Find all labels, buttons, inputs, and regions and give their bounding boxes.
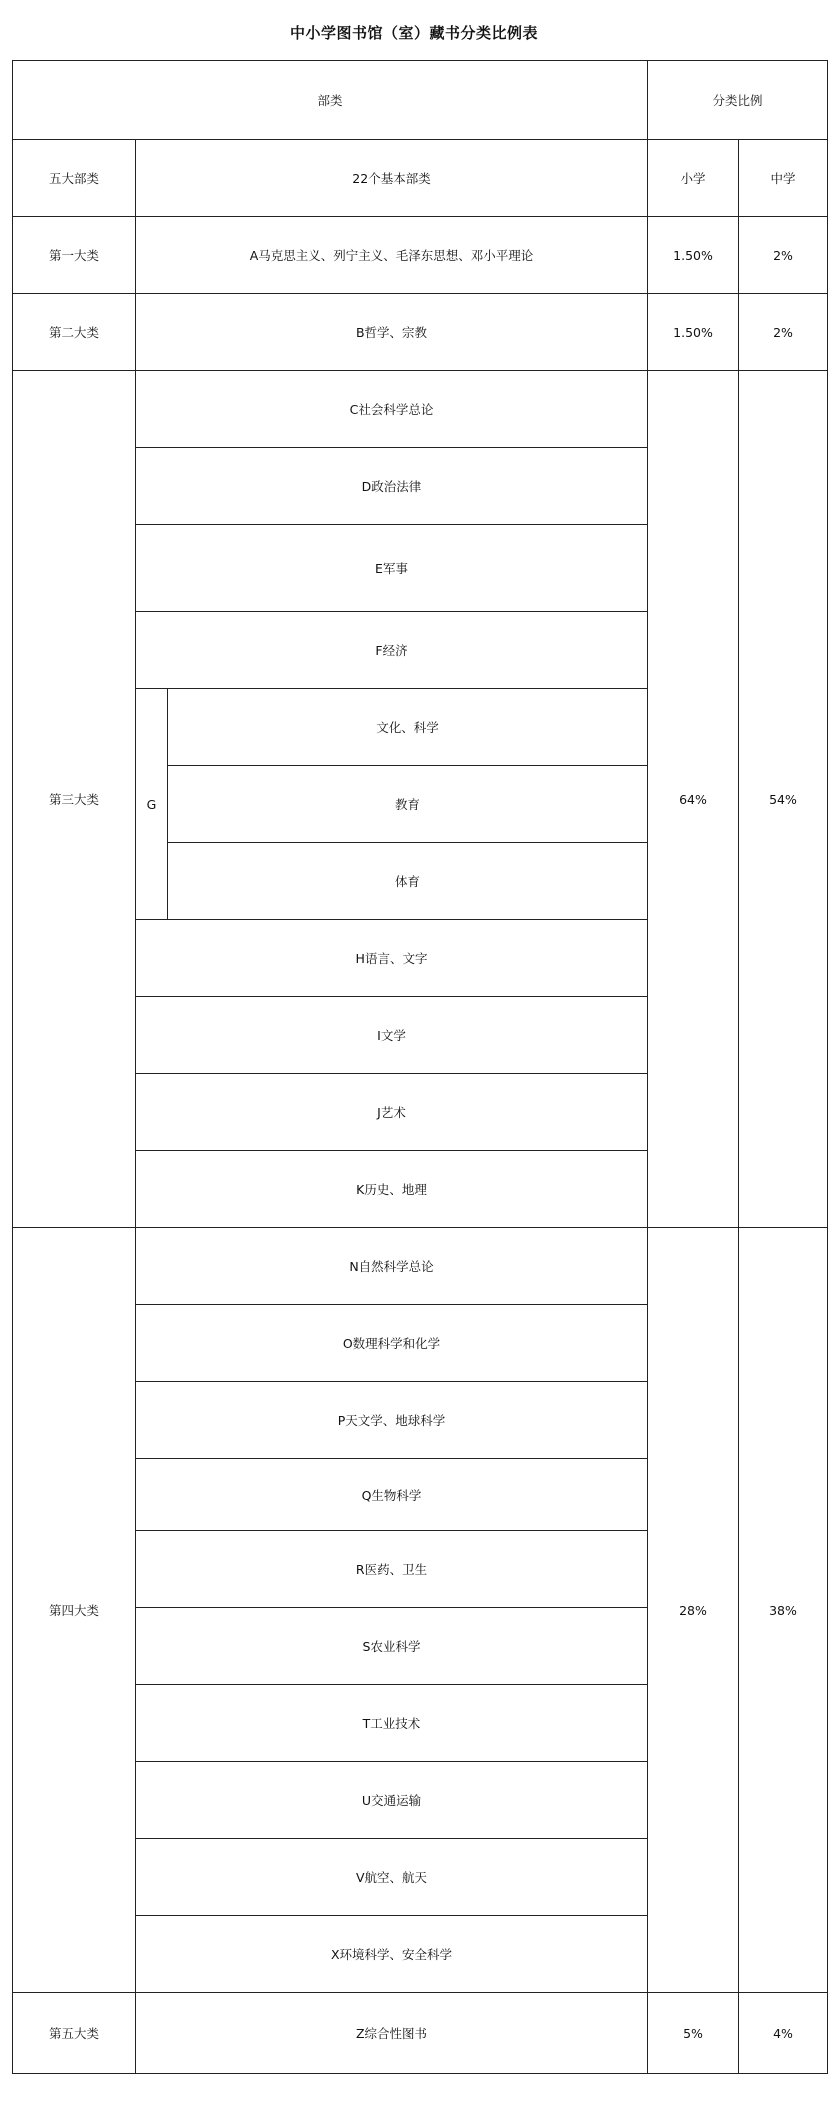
header-basic22: 22个基本部类	[136, 140, 648, 217]
primary-ratio: 1.50%	[648, 217, 739, 294]
category-cell: C社会科学总论	[136, 371, 648, 448]
header-primary: 小学	[648, 140, 739, 217]
category-cell: Q生物科学	[136, 1459, 648, 1531]
table-row	[13, 217, 828, 294]
category-cell: I文学	[136, 997, 648, 1074]
table-row	[13, 140, 828, 217]
category-cell: D政治法律	[136, 448, 648, 525]
category-cell: S农业科学	[136, 1608, 648, 1685]
table-row	[13, 294, 828, 371]
table-row	[13, 1993, 828, 2074]
group-name: 第四大类	[13, 1228, 136, 1993]
header-ratio: 分类比例	[648, 61, 828, 140]
category-cell: Z综合性图书	[136, 1993, 648, 2074]
primary-ratio: 1.50%	[648, 294, 739, 371]
group-name: 第一大类	[13, 217, 136, 294]
category-cell: O数理科学和化学	[136, 1305, 648, 1382]
header-five-major: 五大部类	[13, 140, 136, 217]
category-cell: H语言、文字	[136, 920, 648, 997]
middle-ratio: 38%	[739, 1228, 828, 1993]
group-name: 第五大类	[13, 1993, 136, 2074]
category-cell: X环境科学、安全科学	[136, 1916, 648, 1993]
group-name: 第二大类	[13, 294, 136, 371]
header-middle: 中学	[739, 140, 828, 217]
category-cell: R医药、卫生	[136, 1531, 648, 1608]
category-cell: U交通运输	[136, 1762, 648, 1839]
group-name: 第三大类	[13, 371, 136, 1228]
classification-table	[12, 60, 828, 2074]
primary-ratio: 5%	[648, 1993, 739, 2074]
category-cell: V航空、航天	[136, 1839, 648, 1916]
category-cell: J艺术	[136, 1074, 648, 1151]
category-cell: A马克思主义、列宁主义、毛泽东思想、邓小平理论	[136, 217, 648, 294]
primary-ratio: 28%	[648, 1228, 739, 1993]
middle-ratio: 2%	[739, 294, 828, 371]
header-category: 部类	[13, 61, 648, 140]
middle-ratio: 4%	[739, 1993, 828, 2074]
category-cell: 文化、科学	[168, 689, 648, 766]
category-cell: E军事	[136, 525, 648, 612]
middle-ratio: 54%	[739, 371, 828, 1228]
primary-ratio: 64%	[648, 371, 739, 1228]
category-cell: K历史、地理	[136, 1151, 648, 1228]
category-cell: N自然科学总论	[136, 1228, 648, 1305]
category-cell: P天文学、地球科学	[136, 1382, 648, 1459]
category-cell: T工业技术	[136, 1685, 648, 1762]
category-cell: 教育	[168, 766, 648, 843]
table-row	[13, 61, 828, 140]
g-label-cell: G	[136, 689, 168, 920]
category-cell: B哲学、宗教	[136, 294, 648, 371]
category-cell: F经济	[136, 612, 648, 689]
table-row	[13, 1228, 828, 1305]
table-row	[13, 371, 828, 448]
category-cell: 体育	[168, 843, 648, 920]
page-title: 中小学图书馆（室）藏书分类比例表	[289, 24, 538, 42]
middle-ratio: 2%	[739, 217, 828, 294]
